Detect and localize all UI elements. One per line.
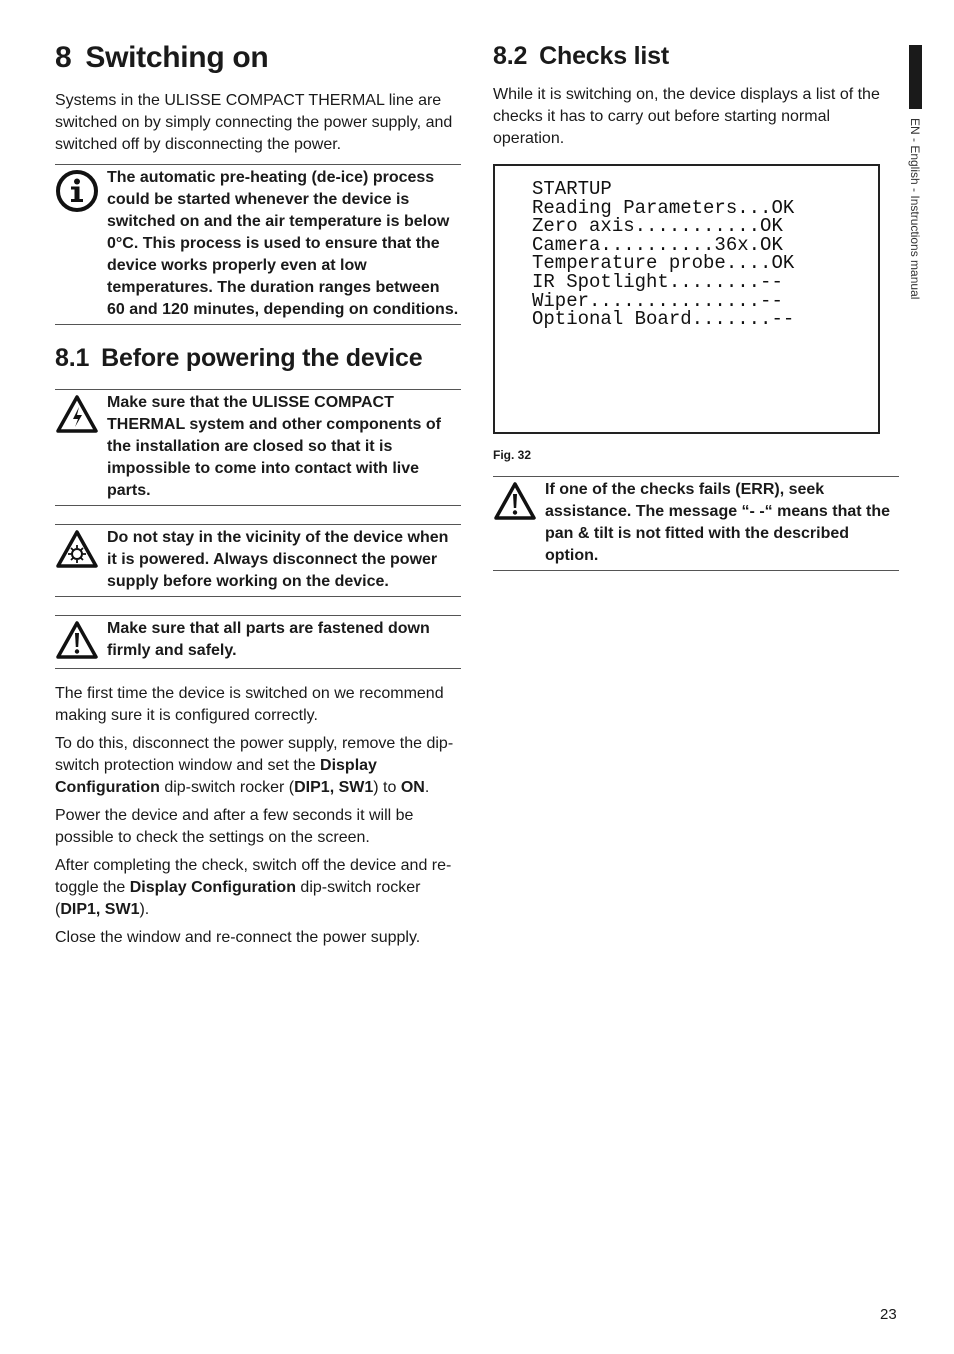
- info-note: [55, 164, 461, 325]
- screen-line: Camera..........36x.OK: [532, 233, 783, 256]
- screen-line: Optional Board.......--: [532, 308, 795, 331]
- section-8-2-heading: 8.2 Checks list: [493, 42, 669, 70]
- section-8-1-heading: 8.1 Before powering the device: [55, 344, 423, 372]
- side-label: EN - English - Instructions manual: [908, 118, 922, 300]
- electric-warning-note: [55, 389, 461, 506]
- paragraph-close-window: Close the window and re-connect the power supply.: [55, 929, 421, 946]
- section-8-2-intro: While it is switching on, the device displays a list of the checks it has to carry out before starting normal operation.: [493, 86, 880, 147]
- side-tab-marker: [909, 45, 922, 109]
- screen-line: Wiper...............--: [532, 289, 783, 312]
- paragraph-after-check: After completing the check, switch off the device and re-toggle the Display Configuration dip-switch rocker (DIP1, SW1).: [55, 857, 452, 918]
- screen-line: Temperature probe....OK: [532, 252, 795, 275]
- electric-warning-text: Make sure that the ULISSE COMPACT THERMAL system and other components of the installation are closed so that it is impossible to come into contact with live parts.: [107, 394, 441, 499]
- paragraph-power-device: Power the device and after a few seconds it will be possible to check the settings on the screen.: [55, 807, 414, 846]
- screen-line: Reading Parameters...OK: [532, 196, 795, 219]
- section-8-heading: 8 Switching on: [55, 41, 269, 74]
- checks-warning-text: If one of the checks fails (ERR), seek assistance. The message “- -“ means that the pan & tilt is not fitted with the described option.: [545, 481, 891, 564]
- fastening-warning-note: [55, 615, 461, 669]
- info-note-text: The automatic pre-heating (de-ice) process could be started whenever the device is switched on and the air temperature is below 0°C. This process is used to ensure that the device works properly even at low temperatures. The duration ranges between 60 and 120 minutes, depending on conditions.: [107, 169, 459, 318]
- paragraph-first-time: The first time the device is switched on we recommend making sure it is configured correctly.: [55, 685, 444, 724]
- screen-line: STARTUP: [532, 178, 612, 200]
- warning-icon: [55, 618, 107, 665]
- page-number: 23: [880, 1306, 897, 1323]
- hot-surface-warning-note: [55, 524, 461, 597]
- left-column: [55, 38, 461, 955]
- startup-screen-figure: [493, 164, 880, 434]
- screen-line: IR Spotlight........--: [532, 270, 783, 293]
- section-8-1-body: [55, 683, 461, 949]
- hot-surface-warning-icon: [55, 527, 107, 593]
- warning-icon: [493, 479, 545, 567]
- figure-caption: Fig. 32: [493, 448, 532, 462]
- right-column: [493, 38, 899, 571]
- hot-surface-warning-text: Do not stay in the vicinity of the device when it is powered. Always disconnect the power supply before working on the device.: [107, 529, 449, 590]
- checks-warning-note: [493, 476, 899, 571]
- paragraph-dip-switch: To do this, disconnect the power supply, remove the dip-switch protection window and set the Display Configuration dip-switch rocker (DIP1, SW1) to ON.: [55, 735, 454, 796]
- fastening-warning-text: Make sure that all parts are fastened down firmly and safely.: [107, 620, 430, 659]
- info-icon: [55, 167, 107, 321]
- electric-warning-icon: [55, 392, 107, 502]
- screen-line: Zero axis...........OK: [532, 215, 783, 238]
- section-8-intro: Systems in the ULISSE COMPACT THERMAL line are switched on by simply connecting the power supply, and switched off by disconnecting the power.: [55, 92, 453, 153]
